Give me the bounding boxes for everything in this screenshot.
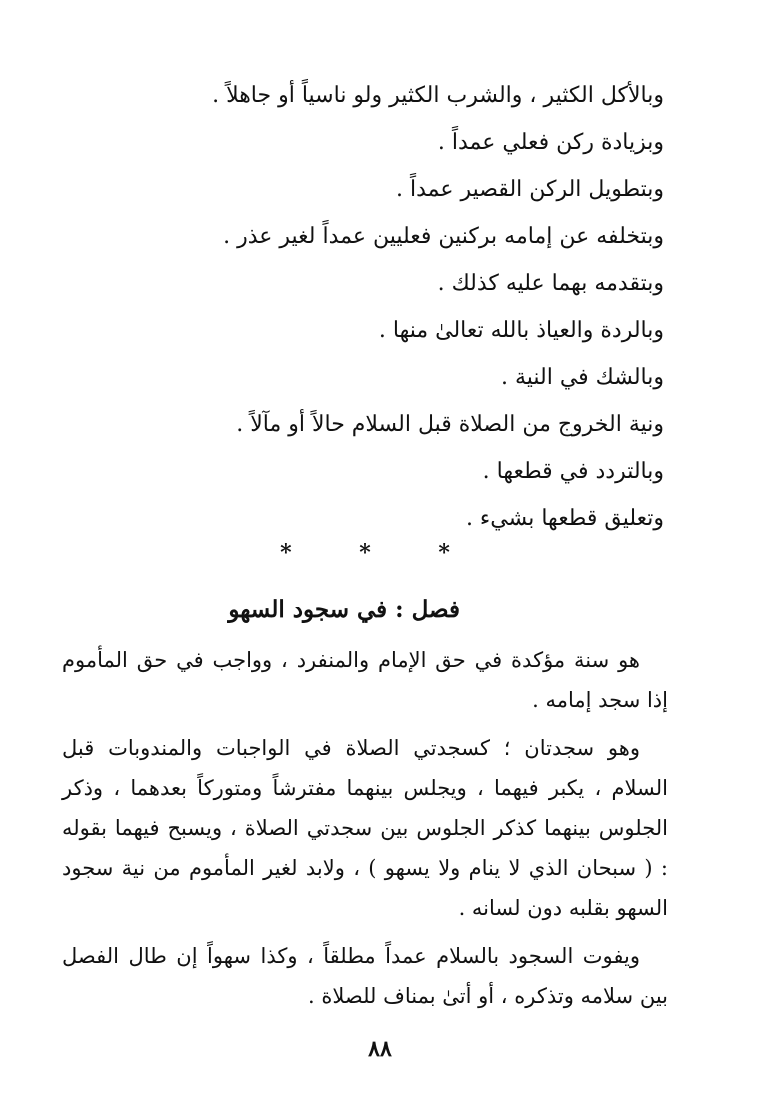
paragraph: ويفوت السجود بالسلام عمداً مطلقاً ، وكذا سهواً إن طال الفصل بين سلامه وتذكره ، أو أتىٰ بمناف للصلاة . bbox=[62, 944, 668, 1008]
list-item: وتعليق قطعها بشيء . bbox=[465, 506, 664, 531]
paragraph: وهو سجدتان ؛ كسجدتي الصلاة في الواجبات والمندوبات قبل السلام ، يكبر فيهما ، ويجلس بينهما مفترشاً ومتوركاً بعدهما ، وذكر الجلوس بينهما كذكر الجلوس بين سجدتي الصلاة ، ويسبح فيهما بقوله : ( سبحان الذي لا ينام ولا يسهو ) ، ولابد لغير المأموم من نية سجود السهو بقلبه دون لسانه . bbox=[62, 736, 668, 920]
section-separator: * * * bbox=[280, 540, 480, 566]
section-body bbox=[62, 640, 668, 1024]
list-item: وبتطويل الركن القصير عمداً . bbox=[395, 177, 664, 202]
list-item: وبالأكل الكثير ، والشرب الكثير ولو ناسياً أو جاهلاً . bbox=[212, 83, 664, 108]
list-item: وبالردة والعياذ بالله تعالىٰ منها . bbox=[378, 318, 664, 343]
list-item: وبتخلفه عن إمامه بركنين فعليين عمداً لغير عذر . bbox=[223, 224, 664, 249]
section-heading: فصل : في سجود السهو bbox=[228, 596, 460, 623]
list-item: وبالشك في النية . bbox=[500, 365, 664, 390]
page-number: ٨٨ bbox=[368, 1036, 392, 1062]
list-item: وبتقدمه بهما عليه كذلك . bbox=[437, 271, 664, 296]
invalidators-list bbox=[64, 72, 664, 542]
list-item: وبالتردد في قطعها . bbox=[482, 459, 664, 484]
list-item: ونية الخروج من الصلاة قبل السلام حالاً أو مآلاً . bbox=[236, 412, 664, 437]
paragraph: هو سنة مؤكدة في حق الإمام والمنفرد ، وواجب في حق المأموم إذا سجد إمامه . bbox=[62, 648, 668, 712]
list-item: وبزيادة ركن فعلي عمداً . bbox=[437, 130, 664, 155]
